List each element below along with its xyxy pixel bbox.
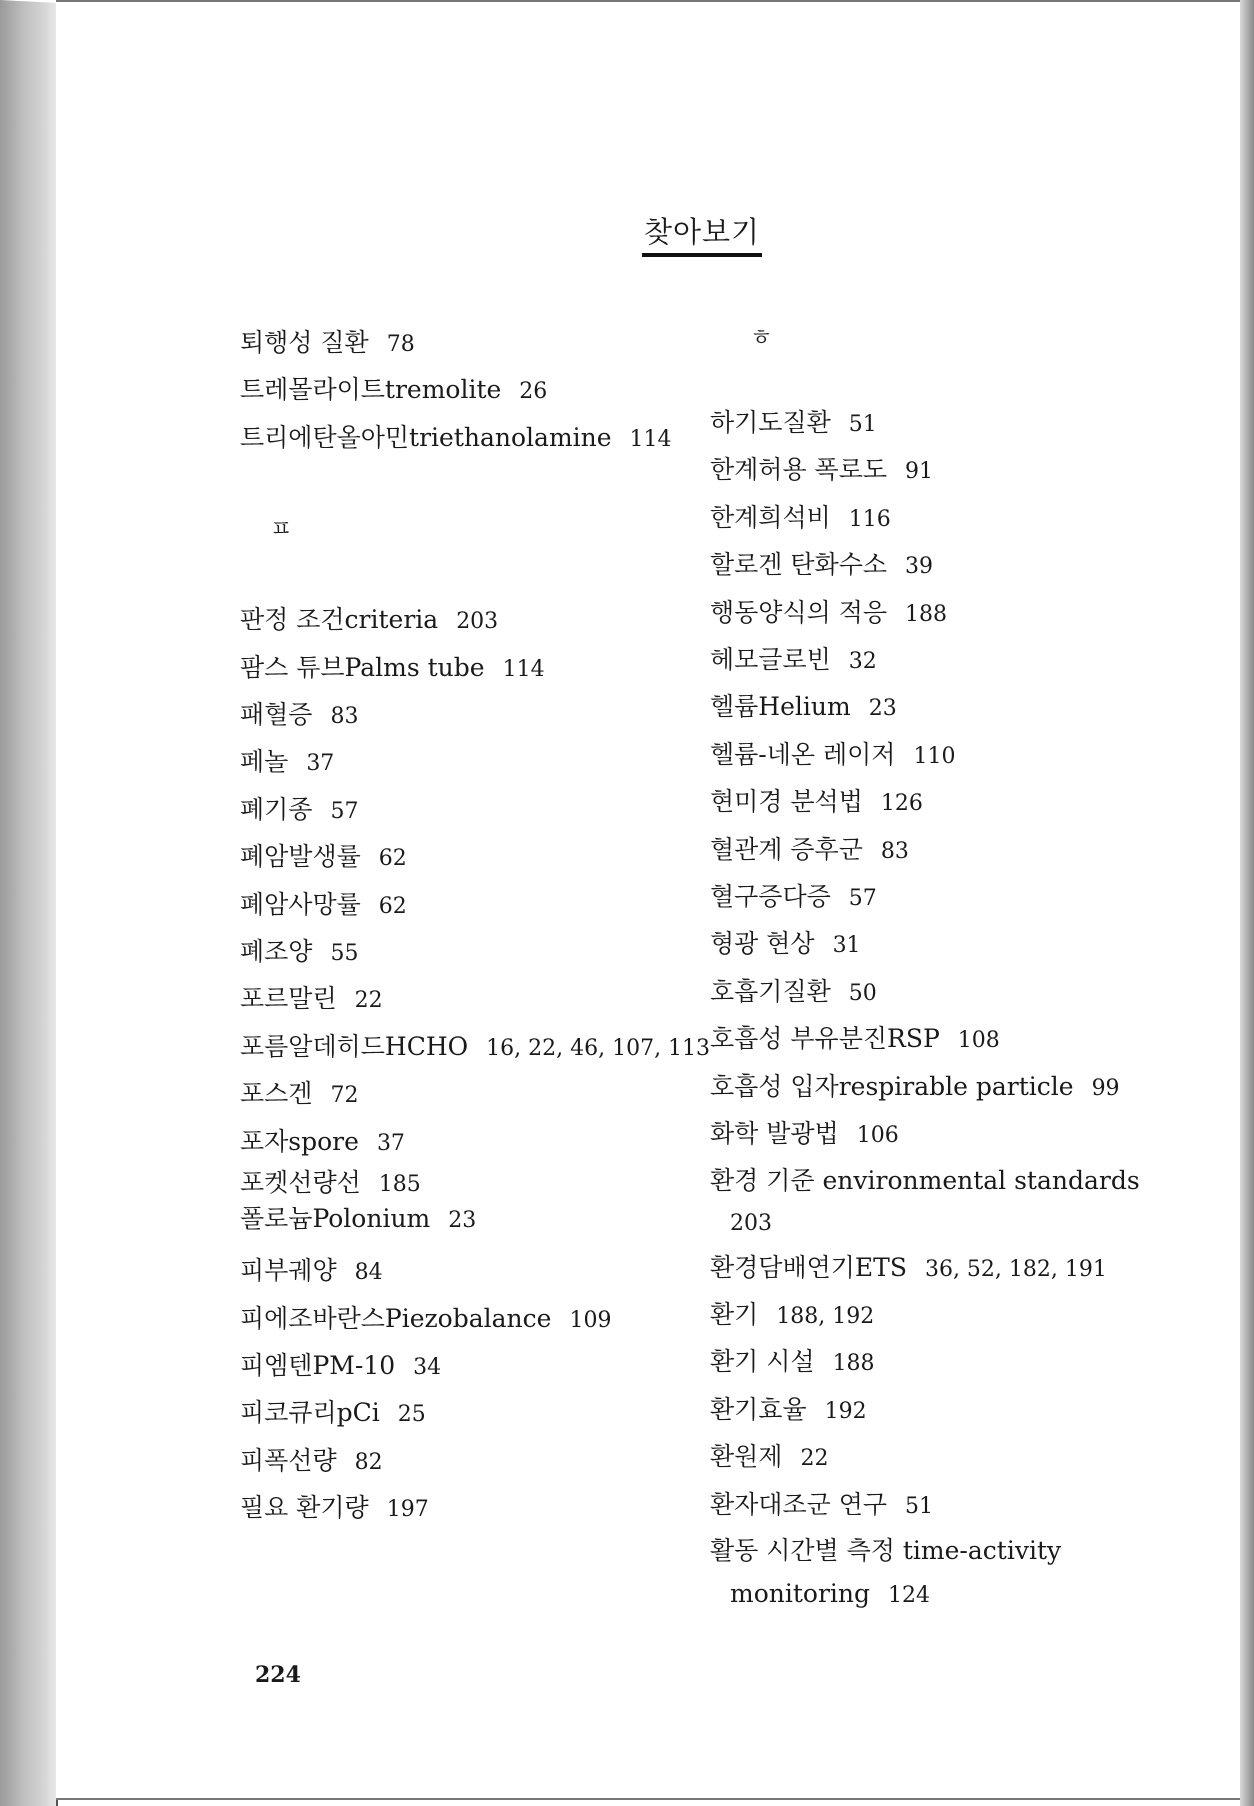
entry-pages: 26 [519, 379, 548, 405]
entry-pages: 23 [868, 696, 897, 722]
page-title-text: 찾아보기 [642, 215, 762, 257]
entry-term: 피엠텐PM-10 [240, 1350, 396, 1380]
index-entry [240, 929, 680, 976]
index-entry [710, 827, 1160, 874]
entry-pages: 72 [330, 1083, 359, 1109]
index-entry [240, 597, 680, 644]
entry-pages: 203 [730, 1210, 772, 1236]
entry-term: 폐기종 [240, 794, 313, 824]
index-entry [710, 1387, 1160, 1434]
entry-pages: 109 [569, 1307, 612, 1333]
book-spine [0, 0, 58, 1806]
entry-term: 환자대조군 연구 [710, 1489, 887, 1519]
index-entry [240, 1024, 711, 1071]
index-entry [710, 969, 1160, 1016]
index-entry [710, 1064, 1160, 1111]
entry-term: 활동 시간별 측정 time-activity [710, 1535, 1062, 1565]
index-entry [240, 739, 680, 786]
page-number: 224 [255, 1662, 301, 1688]
index-entry [710, 1016, 1160, 1063]
index-entry-activity [710, 1529, 1160, 1617]
left-entries-top [240, 320, 680, 462]
index-entry [240, 787, 680, 834]
entry-term: 피부궤양 [240, 1256, 337, 1286]
index-entry [240, 976, 680, 1023]
page-edge-shadow [1240, 0, 1254, 1806]
entry-pages: 83 [880, 838, 909, 864]
index-entry [240, 834, 680, 881]
entry-pages: 37 [306, 751, 335, 777]
index-entry [710, 1434, 1160, 1481]
entry-term: 헬륨Helium [710, 692, 851, 722]
entry-pages: 188 [832, 1351, 875, 1377]
index-entry [240, 645, 680, 692]
index-entry [710, 1292, 1160, 1339]
index-entry [710, 732, 1160, 779]
entry-pages: 22 [354, 988, 383, 1014]
entry-pages: 188 [905, 601, 947, 627]
index-entry [240, 1438, 680, 1485]
entry-pages: 106 [856, 1123, 899, 1149]
entry-pages: 36, 52, 182, 191 [924, 1256, 1107, 1282]
left-entries-main [240, 597, 711, 1238]
entry-term: 환기 시설 [710, 1347, 815, 1377]
entry-pages: 114 [502, 656, 545, 682]
entry-term: 할로겐 탄화수소 [710, 550, 887, 580]
index-entry [710, 590, 1160, 637]
entry-pages: 114 [629, 426, 672, 452]
entry-term: 피에조바란스Piezobalance [240, 1303, 552, 1333]
entry-pages: 16, 22, 46, 107, 113 [486, 1035, 711, 1061]
entry-pages: 91 [905, 459, 933, 485]
entry-pages: 110 [913, 743, 956, 769]
entry-term: 퇴행성 질환 [240, 328, 369, 357]
entry-pages: 62 [378, 846, 407, 872]
entry-term: 한계희석비 [710, 502, 831, 532]
entry-pages: 22 [800, 1446, 829, 1472]
entry-term: 혈구증다증 [710, 882, 831, 912]
entry-pages: 50 [848, 980, 877, 1006]
entry-pages: 23 [448, 1208, 477, 1234]
index-entry [710, 874, 1160, 921]
entry-term: 폐조양 [240, 937, 313, 967]
index-entry [240, 1485, 680, 1532]
right-entries-a [710, 400, 1160, 1159]
entry-pages: 25 [397, 1402, 426, 1428]
entry-term: 포켓선량선 [240, 1168, 361, 1198]
entry-pages: 57 [330, 798, 359, 824]
entry-term: 환경담배연기ETS [710, 1252, 907, 1282]
index-column-left [240, 320, 711, 1533]
entry-pages: 188, 192 [776, 1303, 875, 1329]
index-entry [710, 779, 1160, 826]
page-title [0, 210, 1254, 251]
entry-pages: 197 [386, 1497, 429, 1523]
entry-term: 행동양식의 적응 [710, 597, 887, 627]
index-entry [710, 1482, 1160, 1529]
entry-pages: 55 [330, 941, 359, 967]
entry-pages: 203 [456, 609, 499, 635]
entry-term: 폴로늄Polonium [240, 1204, 431, 1234]
entry-term: 페놀 [240, 747, 289, 777]
index-entry [710, 400, 1160, 447]
entry-pages: 99 [1091, 1075, 1120, 1101]
entry-term: 형광 현상 [710, 929, 815, 959]
index-entry [240, 1343, 680, 1390]
entry-term: 폐암사망률 [240, 889, 361, 919]
entry-pages: 192 [824, 1398, 867, 1424]
entry-pages: 84 [354, 1260, 383, 1286]
index-entry [240, 320, 680, 367]
index-entry [710, 447, 1160, 494]
entry-term: 환원제 [710, 1442, 783, 1472]
entry-term: 트레몰라이트tremolite [240, 375, 502, 405]
left-entries-bottom [240, 1248, 680, 1532]
entry-term: 환경 기준 environmental standards [710, 1165, 1140, 1195]
entry-term: 현미경 분석법 [710, 787, 863, 817]
entry-term: 환기 [710, 1299, 759, 1329]
entry-term: 포름알데히드HCHO [240, 1031, 469, 1061]
index-entry [240, 1071, 680, 1118]
entry-term: 환기효율 [710, 1394, 807, 1424]
index-entry [240, 1390, 680, 1437]
index-entry [240, 1166, 680, 1202]
entry-pages: 31 [832, 933, 861, 959]
entry-pages: 34 [413, 1354, 442, 1380]
entry-term: 헬륨-네온 레이저 [710, 739, 896, 769]
entry-term: 포스겐 [240, 1079, 313, 1109]
section-heading-hieut: ㅎ [750, 325, 773, 351]
entry-term: 혈관계 증후군 [710, 834, 863, 864]
entry-pages: 185 [378, 1172, 421, 1198]
index-entry [710, 495, 1160, 542]
entry-pages: 126 [880, 791, 923, 817]
entry-pages: 51 [848, 412, 877, 437]
index-entry [240, 882, 680, 929]
section-gap [240, 1238, 680, 1248]
entry-term: 폐암발생률 [240, 842, 361, 872]
entry-pages: 83 [330, 704, 359, 730]
entry-term: 호흡성 부유분진RSP [710, 1024, 940, 1054]
entry-pages: 124 [888, 1582, 931, 1608]
entry-pages: 57 [848, 886, 877, 912]
index-entry [710, 637, 1160, 684]
entry-pages: 51 [905, 1493, 933, 1519]
entry-term: 트리에탄올아민triethanolamine [240, 422, 612, 452]
entry-term: 판정 조건criteria [240, 605, 439, 635]
index-entry [240, 1119, 680, 1166]
entry-term: 패혈증 [240, 700, 313, 730]
entry-term: 호흡기질환 [710, 976, 831, 1006]
index-entry [710, 1339, 1160, 1386]
entry-term: 헤모글로빈 [710, 645, 831, 675]
index-entry [710, 921, 1160, 968]
entry-term: 필요 환기량 [240, 1493, 369, 1523]
entry-pages: 108 [957, 1028, 1000, 1054]
entry-pages: 116 [848, 506, 891, 532]
entry-pages: 32 [848, 649, 877, 675]
entry-term: 하기도질환 [710, 408, 831, 437]
entry-term-cont: monitoring [730, 1578, 871, 1608]
section-gap [240, 462, 680, 507]
index-entry [240, 415, 680, 462]
right-entries-b [710, 1245, 1160, 1529]
index-column-right [710, 320, 1160, 1617]
index-entry [710, 684, 1160, 731]
entry-term: 호흡성 입자respirable particle [710, 1071, 1074, 1101]
index-entry [240, 1296, 680, 1343]
index-entry [240, 1248, 680, 1295]
entry-term: 포르말린 [240, 984, 337, 1014]
entry-term: 한계허용 폭로도 [710, 455, 887, 485]
entry-term: 피코큐리pCi [240, 1398, 380, 1428]
section-heading-pieup: ㅍ [270, 516, 293, 543]
index-entry [240, 692, 680, 739]
entry-pages: 39 [905, 554, 933, 580]
index-entry-env-standard [710, 1159, 1160, 1245]
entry-term: 화학 발광법 [710, 1119, 839, 1149]
index-entry [710, 1111, 1160, 1158]
entry-pages: 37 [376, 1130, 405, 1156]
entry-pages: 62 [378, 893, 407, 919]
index-entry [240, 367, 680, 414]
entry-term: 피폭선량 [240, 1445, 337, 1475]
index-entry [710, 1245, 1160, 1292]
entry-pages: 82 [354, 1449, 383, 1475]
entry-term: 팜스 튜브Palms tube [240, 652, 485, 682]
entry-term: 포자spore [240, 1126, 359, 1156]
index-entry [240, 1202, 680, 1238]
index-entry [710, 542, 1160, 589]
entry-term-continued [710, 1572, 1160, 1617]
entry-pages: 78 [386, 332, 415, 357]
